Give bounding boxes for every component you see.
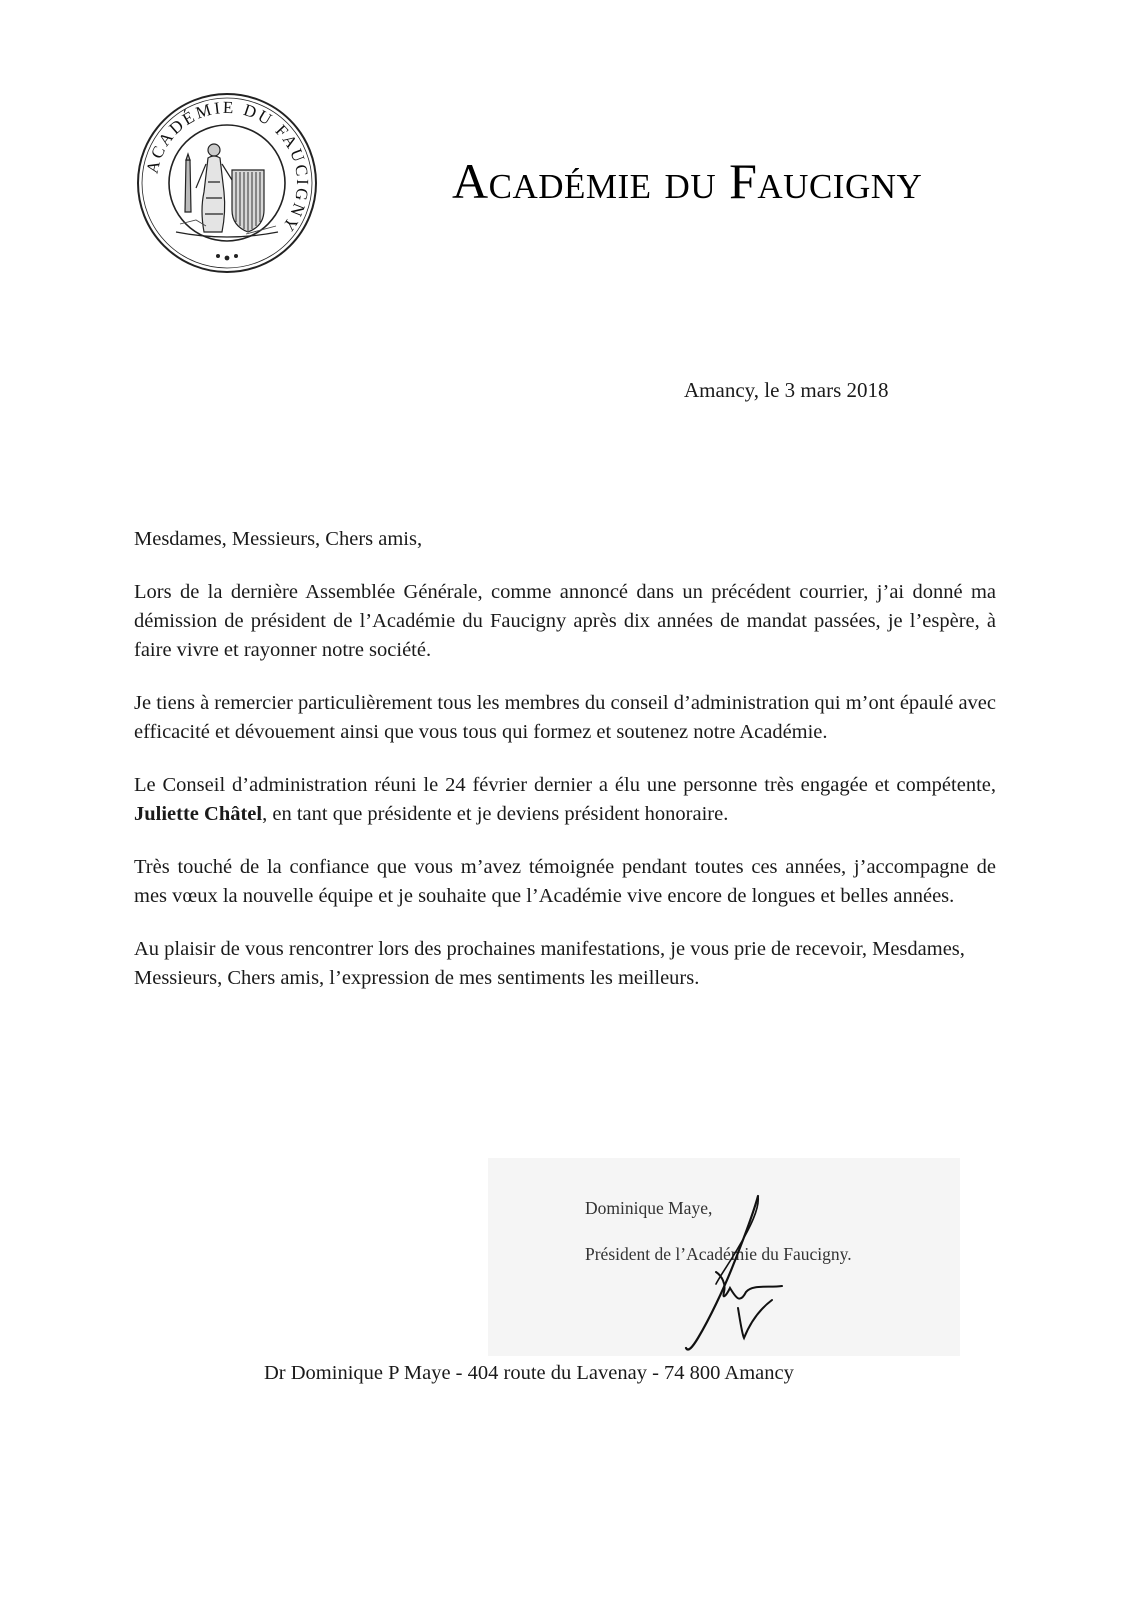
paragraph: Très touché de la confiance que vous m’avez témoignée pendant toutes ces années, j’accompagne de mes vœux la nouvelle équipe et je souhaite que l’Académie vive encore de longues et belles années.: [134, 856, 996, 907]
salutation: Mesdames, Messieurs, Chers amis,: [134, 528, 423, 550]
paragraph-text: Le Conseil d’administration réuni le 24 février dernier a élu une personne très engagée et compétente,: [134, 774, 996, 796]
seal-inscription: ACADÉMIE DU FAUCIGNY: [142, 97, 313, 237]
academie-seal-logo: [136, 92, 318, 274]
letter-body: [134, 525, 996, 1017]
seal-allegory-figure: [196, 144, 232, 232]
footer-address: Dr Dominique P Maye - 404 route du Lavenay - 74 800 Amancy: [264, 1362, 794, 1384]
handwritten-signature: [640, 1188, 800, 1358]
letterhead-title: Académie du Faucigny: [452, 153, 923, 209]
seal-coat-of-arms-shield: [232, 170, 264, 232]
paragraph-text: , en tant que présidente et je deviens président honoraire.: [262, 803, 729, 825]
paragraph: Je tiens à remercier particulièrement tous les membres du conseil d’administration qui m’ont épaulé avec efficacité et dévouement ainsi que vous tous qui formez et soutenez notre Académie.: [134, 692, 996, 743]
svg-text:ACADÉMIE DU FAUCIGNY: [143, 98, 313, 237]
paragraph: [134, 771, 996, 829]
signatory-name: Dominique Maye,: [585, 1198, 713, 1218]
new-president-name: Juliette Châtel: [134, 803, 263, 825]
signatory-title: Président de l’Académie du Faucigny.: [585, 1244, 852, 1264]
seal-ground: [176, 232, 278, 237]
letter-date: Amancy, le 3 mars 2018: [684, 378, 889, 402]
seal-obelisk: [185, 154, 191, 212]
closing-paragraph: Au plaisir de vous rencontrer lors des prochaines manifestations, je vous prie de recevoir, Mesdames, Messieurs, Chers amis, l’expression de mes sentiments les meilleurs.: [134, 938, 965, 989]
paragraph: Lors de la dernière Assemblée Générale, comme annoncé dans un précédent courrier, j’ai donné ma démission de président de l’Académie du Faucigny après dix années de mandat passées, je l’espère, à faire vivre et rayonner notre société.: [134, 581, 996, 661]
seal-bottom-ornament: [216, 254, 238, 260]
